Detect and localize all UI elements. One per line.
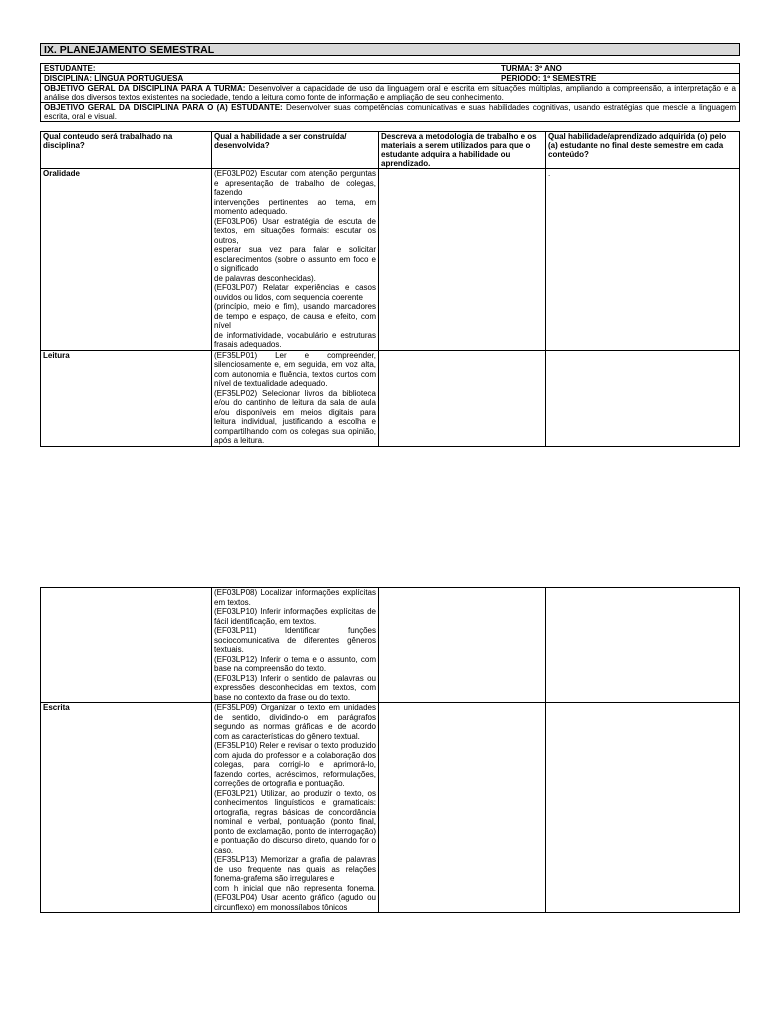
estudante-label: ESTUDANTE: [44,64,96,73]
disciplina-label: DISCIPLINA: LÍNGUA PORTUGUESA [44,74,184,83]
subject-cell: Oralidade [41,169,212,351]
table-row [41,169,740,351]
result-cell [546,350,740,446]
header-block [40,63,740,122]
table-row [41,350,740,446]
objetivo-turma [41,84,739,103]
column-header-result: Qual habilidade/aprendizado adquirida (o) pelo (a) estudante no final deste semestre em cada conteúdo? [546,132,740,169]
skills-cell: (EF35LP01) Ler e compreender, silenciosamente e, em seguida, em voz alta, com autonomia e fluência, textos curtos com nível de textualidade adequado. (EF35LP02) Selecionar livros da biblioteca e/ou do cantinho de leitura da sala de aula e/ou disponíveis em meios digitais para leitura individual, justificando a escolha e compartilhando com os colegas sua opinião, após a leitura. [212,350,379,446]
column-header-method: Descreva a metodologia de trabalho e os materiais a serem utilizados para que o estudante adquira a habilidade ou aprendizado. [379,132,546,169]
objetivo-turma-text: Desenvolver a capacidade de uso da linguagem oral e escrita em situações múltiplas, ampliando a compreensão, a interpretação e a análise dos diversos textos existentes na sociedade, tendo a leitura como fonte de informação e ampliação de seu conhecimento. [44,84,736,102]
skills-cell: (EF03LP02) Escutar com atenção perguntas e apresentação de trabalho de colegas, fazendo intervenções pertinentes ao tema, em momento adequado. (EF03LP06) Usar estratégia de escuta de textos, em situações formais: escutar os outros, esperar sua vez para falar e solicitar esclarecimentos (sobre o assunto em foco e o significado de palavras desconhecidas). (EF03LP07) Relatar experiências e casos ouvidos ou lidos, com sequencia coerente (princípio, meio e fim), usando marcadores de tempo e espaço, de causa e efeito, com nível de informatividade, vocabulário e estruturas frasais adequados. [212,169,379,351]
method-cell [379,703,546,913]
result-cell [546,703,740,913]
result-cell [546,588,740,703]
subject-cell: Escrita [41,703,212,913]
objetivo-estudante-label: OBJETIVO GERAL DA DISCIPLINA PARA O (A) ESTUDANTE: [44,103,283,112]
objetivo-turma-label: OBJETIVO GERAL DA DISCIPLINA PARA A TURMA: [44,84,246,93]
method-cell [379,588,546,703]
planning-table-page2 [40,587,740,913]
method-cell [379,350,546,446]
column-header-row [41,132,740,169]
section-title: IX. PLANEJAMENTO SEMESTRAL [40,43,740,56]
disciplina-row [41,74,739,84]
skills-cell: (EF03LP08) Localizar informações explícitas em textos. (EF03LP10) Inferir informações explícitas de fácil identificação, em textos. (EF03LP11) Identificar funções sociocomunicativa de diferentes gêneros textuais. (EF03LP12) Inferir o tema e o assunto, com base na compreensão do texto. (EF03LP13) Inferir o sentido de palavras ou expressões desconhecidas em textos, com base no contexto da frase ou do texto. [212,588,379,703]
subject-cell [41,588,212,703]
estudante-row [41,64,739,74]
subject-cell: Leitura [41,350,212,446]
result-cell: . [546,169,740,351]
planning-table-page1 [40,131,740,447]
turma-label: TURMA: 3º ANO [501,64,562,73]
table-row [41,703,740,913]
skills-cell: (EF35LP09) Organizar o texto em unidades de sentido, dividindo-o em parágrafos segundo as normas gráficas e de acordo com as características do gênero textual. (EF35LP10) Reler e revisar o texto produzido com ajuda do professor e a colaboração dos colegas, para corrigi-lo e aprimorá-lo, fazendo cortes, acréscimos, reformulações, correções de ortografia e pontuação. (EF03LP21) Utilizar, ao produzir o texto, os conhecimentos linguísticos e gramaticais: ortografia, regras básicas de concordância nominal e verbal, pontuação (ponto final, ponto de exclamação, ponto de interrogação) e pontuação do discurso direto, quando for o caso. (EF35LP13) Memorizar a grafia de palavras de uso frequente nas quais as relações fonema-grafema são irregulares e com h inicial que não representa fonema. (EF03LP04) Usar acento gráfico (agudo ou circunflexo) em monossílabos tônicos [212,703,379,913]
periodo-label: PERIODO: 1º SEMESTRE [501,74,597,83]
column-header-skill: Qual a habilidade a ser construída/ desenvolvida? [212,132,379,169]
column-header-content: Qual conteudo será trabalhado na disciplina? [41,132,212,169]
objetivo-estudante-text: Desenvolver suas competências comunicativas e suas habilidades cognitivas, usando estratégias que mescle a linguagem escrita, oral e visual. [44,103,737,121]
table-row [41,588,740,703]
objetivo-estudante [41,103,739,121]
method-cell [379,169,546,351]
